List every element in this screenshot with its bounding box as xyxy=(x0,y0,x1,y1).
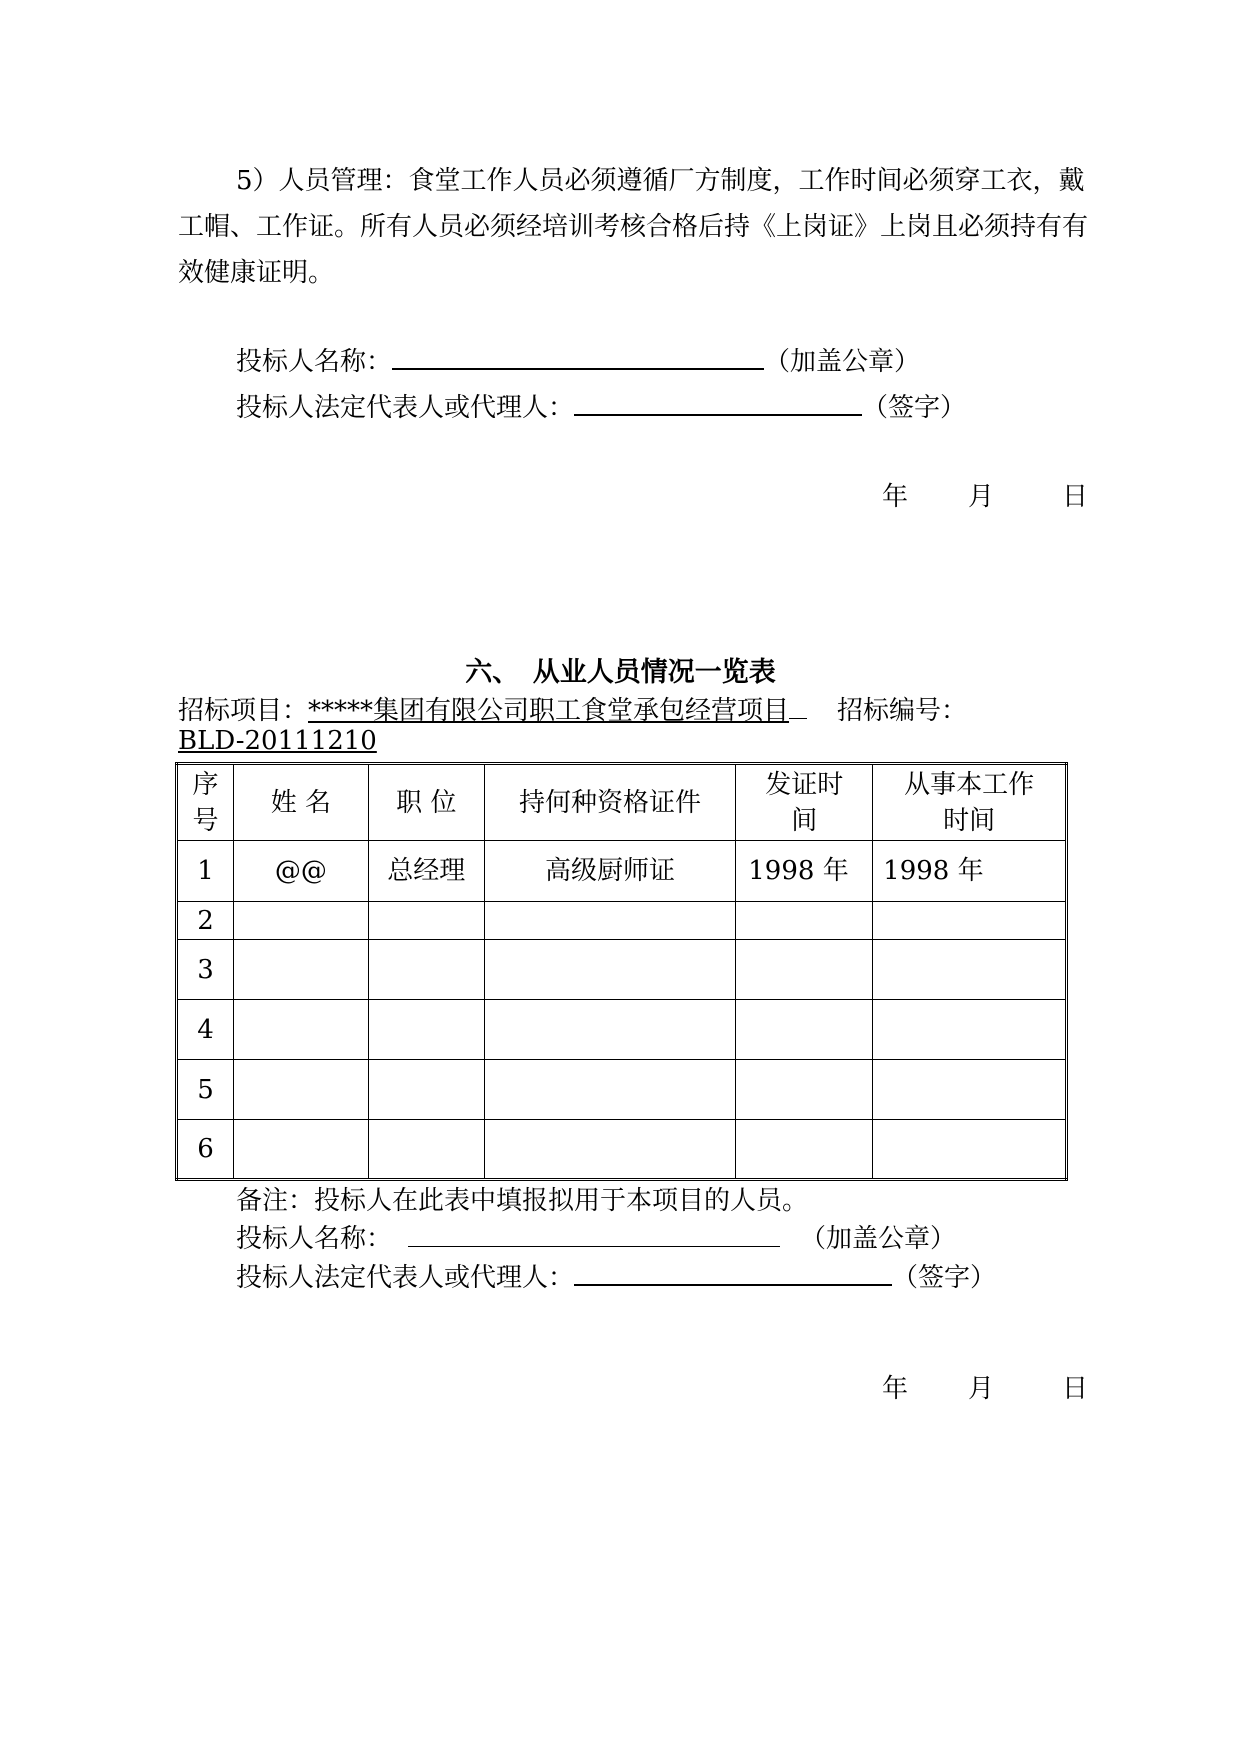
cell-certificate xyxy=(484,940,736,1000)
header-name: 姓 名 xyxy=(233,764,368,841)
bid-code-value: BLD-20111210 xyxy=(178,726,377,756)
header-work-time: 从事本工作 时间 xyxy=(873,764,1067,841)
cell-name xyxy=(233,940,368,1000)
cell-certificate: 高级厨师证 xyxy=(484,841,736,902)
cell-work-time xyxy=(873,1060,1067,1120)
staff-table xyxy=(175,762,1068,1181)
cell-certificate xyxy=(484,902,736,940)
cell-issue-time xyxy=(736,1000,873,1060)
project-line xyxy=(178,690,967,727)
representative-sign-note: （签字） xyxy=(892,1263,997,1293)
project-label: 招标项目： xyxy=(178,696,309,726)
cell-seq: 3 xyxy=(177,940,234,1000)
cell-name xyxy=(233,1120,368,1180)
date-day: 日 xyxy=(1062,1374,1089,1404)
table-row xyxy=(177,841,1067,902)
cell-name xyxy=(233,902,368,940)
cell-work-time xyxy=(873,1120,1067,1180)
header-issue-time: 发证时 间 xyxy=(736,764,873,841)
cell-position xyxy=(368,1000,484,1060)
bidder-seal-note: （加盖公章） xyxy=(800,1224,957,1254)
date-line-1 xyxy=(882,476,1088,513)
cell-position xyxy=(368,940,484,1000)
cell-issue-time xyxy=(736,1060,873,1120)
cell-seq: 2 xyxy=(177,902,234,940)
bidder-name-line-2 xyxy=(236,1218,956,1255)
cell-position xyxy=(368,1060,484,1120)
table-row xyxy=(177,902,1067,940)
cell-seq: 5 xyxy=(177,1060,234,1120)
bidder-name-field[interactable] xyxy=(392,340,764,370)
date-year: 年 xyxy=(882,1374,909,1404)
cell-work-time xyxy=(873,1000,1067,1060)
representative-signature-field[interactable] xyxy=(574,386,862,416)
representative-line xyxy=(236,386,966,424)
table-row xyxy=(177,1000,1067,1060)
section-title: 六、 从业人员情况一览表 xyxy=(465,657,776,688)
cell-work-time xyxy=(873,940,1067,1000)
table-note: 备注：投标人在此表中填报拟用于本项目的人员。 xyxy=(236,1186,809,1216)
representative-label: 投标人法定代表人或代理人： xyxy=(236,1263,575,1293)
cell-issue-time xyxy=(736,1120,873,1180)
bidder-seal-note: （加盖公章） xyxy=(764,347,921,377)
cell-work-time: 1998 年 xyxy=(873,841,1067,902)
bidder-name-label: 投标人名称： xyxy=(236,347,393,377)
cell-seq: 4 xyxy=(177,1000,234,1060)
table-row xyxy=(177,1120,1067,1180)
cell-seq: 1 xyxy=(177,841,234,902)
cell-work-time xyxy=(873,902,1067,940)
cell-position xyxy=(368,902,484,940)
representative-line-2 xyxy=(236,1256,996,1294)
cell-certificate xyxy=(484,1120,736,1180)
date-month: 月 xyxy=(968,482,995,512)
cell-seq: 6 xyxy=(177,1120,234,1180)
cell-name xyxy=(233,1000,368,1060)
cell-name xyxy=(233,1060,368,1120)
bidder-name-line xyxy=(236,340,920,378)
cell-issue-time: 1998 年 xyxy=(736,841,873,902)
cell-position: 总经理 xyxy=(368,841,484,902)
representative-signature-field[interactable] xyxy=(574,1256,892,1286)
cell-position xyxy=(368,1120,484,1180)
personnel-management-paragraph: 5）人员管理：食堂工作人员必须遵循厂方制度，工作时间必须穿工衣，戴工帽、工作证。所有人员必须经培训考核合格后持《上岗证》上岗且必须持有有效健康证明。 xyxy=(178,166,1089,288)
cell-name: @@ xyxy=(233,841,368,902)
date-year: 年 xyxy=(882,482,909,512)
representative-sign-note: （签字） xyxy=(862,393,967,423)
table-header-row xyxy=(177,764,1067,841)
cell-certificate xyxy=(484,1000,736,1060)
date-line-2 xyxy=(882,1368,1088,1405)
project-name: *****集团有限公司职工食堂承包经营项目 xyxy=(308,696,790,726)
header-certificate: 持何种资格证件 xyxy=(484,764,736,841)
cell-issue-time xyxy=(736,940,873,1000)
header-seq: 序 号 xyxy=(177,764,234,841)
header-position: 职 位 xyxy=(368,764,484,841)
date-month: 月 xyxy=(968,1374,995,1404)
table-row xyxy=(177,1060,1067,1120)
cell-certificate xyxy=(484,1060,736,1120)
representative-label: 投标人法定代表人或代理人： xyxy=(236,393,575,423)
bid-code-label: 招标编号： xyxy=(837,696,968,726)
cell-issue-time xyxy=(736,902,873,940)
bidder-name-label: 投标人名称： xyxy=(236,1224,393,1254)
table-row xyxy=(177,940,1067,1000)
date-day: 日 xyxy=(1062,482,1089,512)
bidder-name-field[interactable] xyxy=(408,1218,780,1247)
